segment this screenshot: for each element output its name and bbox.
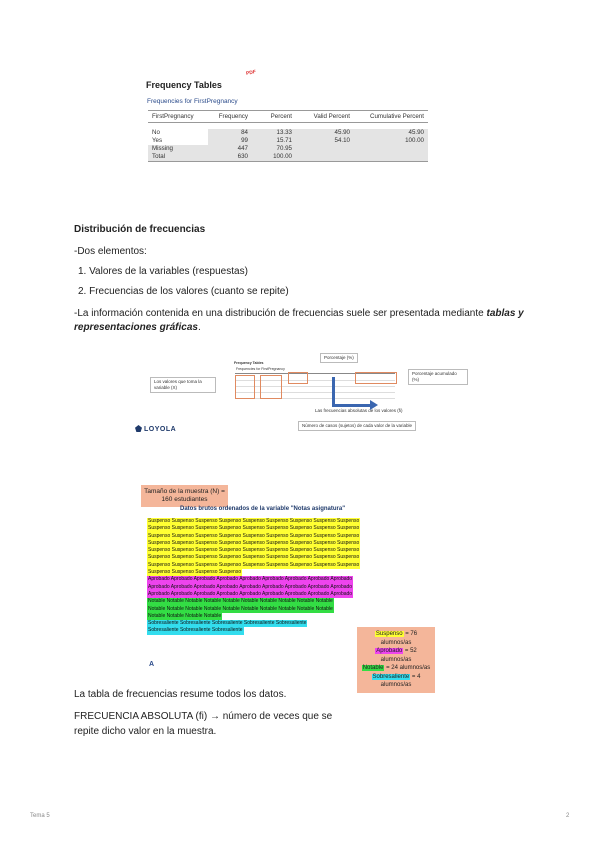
section-heading: Distribución de frecuencias [74,224,206,235]
col-header: Valid Percent [296,111,354,123]
summary-line [360,630,432,647]
summary-line [360,673,432,690]
table-row [148,145,428,153]
percent-label: Porcentaje (%) [320,353,358,363]
grade-summary-box [357,627,435,693]
table-row [148,137,428,145]
frequency-table-diagram [130,345,470,440]
mini-table-subtitle: Frequencies for FirstPregnancy [236,367,285,371]
highlight-values [235,375,255,399]
raw-data-row: Suspenso Suspenso Suspenso Suspenso [148,569,242,576]
highlight-frequency [260,375,282,399]
table-row [148,129,428,137]
table-cell: No [148,129,208,137]
raw-data-row: Sobresaliente Sobresaliente Sobresaliente Sobresaliente Sobresaliente [148,620,307,627]
summary-line [360,664,432,673]
table-cell: 84 [208,129,252,137]
summary-line [360,647,432,664]
sample-size-box: Tamaño de la muestra (N) = 160 estudiantes [141,485,228,507]
raw-data-row: Suspenso Suspenso Suspenso Suspenso Suspenso Suspenso Suspenso Suspenso Suspenso [148,539,360,546]
cases-label: Número de casos (sujetos) de cada valor de la variable [298,421,416,431]
col-header: Cumulative Percent [354,111,428,123]
table-cell [296,153,354,162]
grade-tag: Sobresaliente [372,673,410,680]
table-cell [354,153,428,162]
freq-label: Las frecuencias absolutas de los valores (fi) [315,408,403,413]
arrow-icon [332,377,335,407]
table-cell: 100.00 [252,153,296,162]
frequency-tables-subtitle: Frequencies for FirstPregnancy [147,98,238,105]
table-cell: Missing [148,145,208,153]
raw-data-row: Aprobado Aprobado Aprobado Aprobado Aprobado Aprobado Aprobado Aprobado Aprobado [148,590,353,597]
table-row [148,153,428,162]
table-cell [354,145,428,153]
summary-paragraph: La tabla de frecuencias resume todos los datos. [74,689,287,700]
paragraph-end: . [197,322,201,333]
mini-table-title: Frequency Tables [234,361,264,365]
table-cell: 630 [208,153,252,162]
raw-data-row: Suspenso Suspenso Suspenso Suspenso Suspenso Suspenso Suspenso Suspenso Suspenso [148,525,360,532]
grade-count: = 52 alumnos/as [380,648,417,663]
table-header-row [148,111,428,123]
arrow-icon-body [332,404,372,407]
grade-count: = 4 alumnos/as [380,673,421,688]
raw-data-row: Notable Notable Notable Notable [148,612,222,619]
footer-topic: Tema 5 [30,813,50,819]
frequency-tables-title: Frequency Tables [146,80,222,90]
grade-tag: Notable [362,665,384,671]
raw-data-row: Suspenso Suspenso Suspenso Suspenso Suspenso Suspenso Suspenso Suspenso Suspenso [148,532,360,539]
table-cell: 15.71 [252,137,296,145]
list-item: 2. Frecuencias de los valores (cuanto se repite) [78,286,289,297]
table-cell [296,145,354,153]
notes-title: Datos brutos ordenados de la variable "Notas asignatura" [180,506,346,512]
table-cell: 54.10 [296,137,354,145]
info-paragraph [74,307,544,335]
loyola-mark-icon [135,425,142,432]
table-cell: 45.90 [354,129,428,137]
page-number: 2 [566,813,570,819]
cumulative-label: Porcentaje acumulado (%) [408,369,468,385]
table-cell: 447 [208,145,252,153]
table-cell: 70.95 [252,145,296,153]
raw-data-rows [147,518,360,635]
table-cell: Total [148,153,208,162]
raw-data-row: Suspenso Suspenso Suspenso Suspenso Suspenso Suspenso Suspenso Suspenso Suspenso [148,561,360,568]
dos-elementos-line: -Dos elementos: [74,246,147,257]
table-cell: Yes [148,137,208,145]
grade-count: = 76 alumnos/as [380,631,418,646]
absolute-frequency-definition: FRECUENCIA ABSOLUTA (fi) → número de veces que se repite dicho valor en la muestra. [74,711,333,737]
grade-tag: Aprobado [376,648,403,654]
raw-data-row: Notable Notable Notable Notable Notable Notable Notable Notable Notable Notable [148,605,333,612]
col-header: Frequency [208,111,252,123]
paragraph-text: -La información contenida en una distribución de frecuencias suele ser presentada mediante [74,308,487,319]
arrow-head-icon [370,400,378,410]
emphasis-text: tablas y representaciones gráficas [74,308,524,333]
highlight-percent [288,372,308,384]
raw-data-row: Sobresaliente Sobresaliente Sobresaliente [148,627,243,634]
col-header: FirstPregnancy [148,111,208,123]
table-cell: 13.33 [252,129,296,137]
grade-count: = 24 alumnos/as [384,665,431,671]
col-header: Percent [252,111,296,123]
pdf-stamp: PDF [245,69,257,77]
raw-data-row: Suspenso Suspenso Suspenso Suspenso Suspenso Suspenso Suspenso Suspenso Suspenso [148,547,360,554]
table-cell: 100.00 [354,137,428,145]
raw-data-row: Aprobado Aprobado Aprobado Aprobado Aprobado Aprobado Aprobado Aprobado Aprobado [148,583,353,590]
table-cell: 99 [208,137,252,145]
values-label: Los valores que toma la variable (X) [150,377,216,393]
raw-data-row: Suspenso Suspenso Suspenso Suspenso Suspenso Suspenso Suspenso Suspenso Suspenso [148,518,360,524]
letter-label: A [149,661,155,668]
loyola-text: LOYOLA [144,426,177,433]
table-cell: 45.90 [296,129,354,137]
grade-tag: Suspenso [375,631,403,637]
raw-data-row: Aprobado Aprobado Aprobado Aprobado Aprobado Aprobado Aprobado Aprobado Aprobado [148,576,353,583]
raw-data-row: Suspenso Suspenso Suspenso Suspenso Suspenso Suspenso Suspenso Suspenso Suspenso [148,554,360,561]
highlight-cumulative [355,372,397,384]
frequency-table [148,110,428,162]
raw-data-row: Notable Notable Notable Notable Notable Notable Notable Notable Notable Notable [148,598,333,605]
list-item: 1. Valores de la variables (respuestas) [78,266,248,277]
loyola-logo [135,425,176,433]
